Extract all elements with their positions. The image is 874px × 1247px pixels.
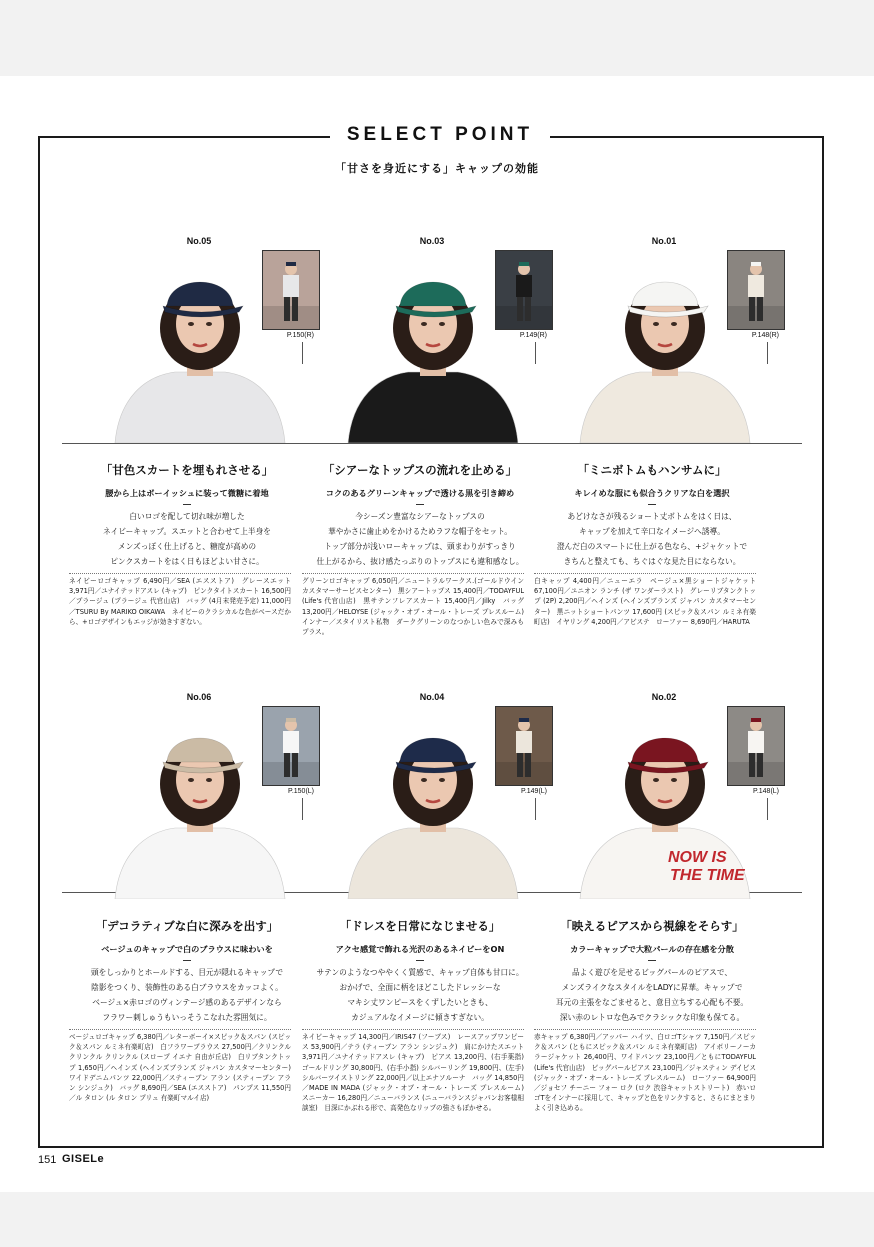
item-body-line: 今シーズン豊富なシアーなトップスの xyxy=(355,512,485,521)
item-body-line: 仕上がるから、抜け感たっぷりのトップスにも違和感なし。 xyxy=(316,557,524,566)
reference-leader-line xyxy=(535,798,536,820)
reference-leader-line xyxy=(767,798,768,820)
item-body-line: きちんと整えても、ちぐはぐな見た目にならない。 xyxy=(563,557,741,566)
page-number: 151 xyxy=(38,1154,57,1166)
item-lead: アクセ感覚で飾れる光沢のあるネイビーをON xyxy=(335,944,505,954)
credit-separator xyxy=(534,1029,756,1030)
item-body xyxy=(300,509,540,569)
item-headline: 「映えるピアスから視線をそらす」 xyxy=(560,919,744,933)
page-reference: P.149(R) xyxy=(519,332,547,339)
page-thumbnail xyxy=(495,706,553,786)
page-reference: P.148(L) xyxy=(753,788,779,795)
item-body-line: 頭をしっかりとホールドする、目元が隠れるキャップで xyxy=(90,968,284,977)
item-body-line: メンズライクなスタイルをLADYに昇華。キャップで xyxy=(561,983,743,992)
item-headline: 「ミニボトムもハンサムに」 xyxy=(577,463,727,477)
reference-leader-line xyxy=(535,342,536,364)
item-body xyxy=(532,509,772,569)
item-body-line: フラワー刺しゅうもいっそうこなれた雰囲気に。 xyxy=(102,1013,272,1022)
frame-top-left-rule xyxy=(38,136,330,138)
item-credit: ネイビーキャップ 14,300円／IRIS47 (フーブス) レースアップワンピース 53,900円／テラ (ティーブン アラン シンジュク) 肩にかけたスエット 3,971円／ユナイテッドアスレ (キャブ) ピアス 13,200円、(右手薬指) ゴールドリング 30,800円、(右手小指) シルバーリング 19,800円、(左手) シルバーツイストリング 22,000円／以上エナソルーナ バッグ 14,850円／MADE IN MADA (ジャック・オブ・オール・トレーズ プレスルーム) スニーカー 16,280円／ニューバランス (ニューバランスジャパンお客様相談室) 目深にかぶれる形で、高発色なリップの強さもぼかせる。 xyxy=(302,1033,531,1113)
item-body-line: ピンクスカートをはく日もほどよい甘さに。 xyxy=(110,557,264,566)
item-lead: キレイめな服にも似合うクリアな白を選択 xyxy=(574,488,730,498)
page-thumbnail xyxy=(727,706,785,786)
page-subtitle: 「甘さを身近にする」キャップの効能 xyxy=(335,162,539,175)
credit-separator xyxy=(302,573,524,574)
item-headline: 「ドレスを日常になじませる」 xyxy=(339,919,501,933)
page-title: SELECT POINT xyxy=(346,124,534,145)
item-credit: グリーンロゴキャップ 6,050円／ニュートラルワークス.(ゴールドウイン カスタマーサービスセンター) 黒シアートップス 15,400円／TODAYFUL (Life's 代官山店) 黒サテンフレアスカート 15,400円／Jilky バッグ 13,200円／HELOYSE (ジャック・オブ・オール・トレーズ プレスルーム) インナー／スタイリスト私物 ダークグリーンのなつかしい色みで深みもプラス。 xyxy=(302,577,531,637)
reference-leader-line xyxy=(302,798,303,820)
page-thumbnail xyxy=(727,250,785,330)
page-reference: P.150(L) xyxy=(288,788,314,795)
item-body-line: 澄んだ白のスマートに仕上がる色なら、+ジャケットで xyxy=(556,542,748,551)
item-body-line: 白いロゴを配して切れ味が増した xyxy=(129,512,245,521)
item-body-line: 深い赤のレトロな色みでクラシックな印象も保てる。 xyxy=(559,1013,745,1022)
item-credit: 赤キャップ 6,380円／アッパー ハイツ、白ロゴTシャツ 7,150円／スピック＆スパン (ともにスピック＆スパン ルミネ有楽町店) アイボリーノーカラージャケット 26,400円、ワイドパンツ 23,100円／ともにTODAYFUL (Life's 代官山店) ビッグパールピアス 23,100円／ジャスティン デイビス (ジャック・オブ・オール・トレーズ プレスルーム) ローファー 64,900円／ジョセフ チーニー フォー ロク (ロク 渋谷キャットストリート) 赤いロゴTをインナーに採用して、キャップと色をリンクすると、さらにまとまりよく引き込める。 xyxy=(534,1033,756,1113)
model-number: No.05 xyxy=(186,236,212,246)
page-reference: P.150(R) xyxy=(286,332,314,339)
lead-dash xyxy=(416,960,424,961)
item-body-line: 耳元の主張をなごませると、意目立ちする心配も不要。 xyxy=(555,998,749,1007)
page-reference: P.149(L) xyxy=(521,788,547,795)
item-body xyxy=(67,509,307,569)
reference-leader-line xyxy=(302,342,303,364)
item-body-line: トップ部分が浅いローキャップは、頭まわりがすっきり xyxy=(324,542,516,551)
magazine-page xyxy=(0,76,874,1192)
item-body-line: カジュアルなイメージに傾きすぎない。 xyxy=(351,1013,489,1022)
lead-dash xyxy=(183,960,191,961)
item-credit: ネイビーロゴキャップ 6,490円／SEA (エスストア) グレースエット 3,971円／ユナイテッドアスレ (キャブ) ピンクタイトスカート 16,500円／プラージュ (プラージュ 代官山店) バッグ (4月末発売予定) 11,000円／TSURU By MARIKO OIKAWA ネイビーのクラシカルな色がベースだから、+ロゴデザインもエッジが効きすぎない。 xyxy=(69,577,291,626)
page-thumbnail xyxy=(495,250,553,330)
item-lead: カラーキャップで大粒パールの存在感を分散 xyxy=(570,944,734,954)
page-thumbnail xyxy=(262,250,320,330)
item-body xyxy=(67,965,307,1025)
item-headline: 「シアーなトップスの流れを止める」 xyxy=(322,463,518,477)
model-number: No.04 xyxy=(419,692,445,702)
item-body-line: ベージュ×赤ロゴのヴィンテージ感のあるデザインなら xyxy=(92,998,282,1007)
item-body-line: マキシ丈ワンピースをくずしたいときも、 xyxy=(347,998,493,1007)
tee-print-text: NOW IS xyxy=(668,849,727,866)
item-body-line: ネイビーキャップ。スエットと合わせて上半身を xyxy=(103,527,271,536)
magazine-logo: GISELe xyxy=(62,1153,105,1165)
reference-leader-line xyxy=(767,342,768,364)
item-body-line: あどけなさが残るショート丈ボトムをはく日は、 xyxy=(567,512,737,521)
item-body-line: メンズっぽく仕上げると、糖度が高めの xyxy=(117,542,257,551)
item-headline: 「甘色スカートを埋もれさせる」 xyxy=(100,463,274,477)
credit-separator xyxy=(69,1029,291,1030)
item-body-line: キャップを加えて辛口なイメージへ誘導。 xyxy=(579,527,725,536)
item-headline: 「デコラティブな白に深みを出す」 xyxy=(95,919,279,933)
item-lead: ベージュのキャップで白のブラウスに味わいを xyxy=(101,944,273,954)
row-1-divider xyxy=(62,443,802,444)
item-lead: 腰から上はボーイッシュに装って微糖に着地 xyxy=(105,488,269,498)
credit-separator xyxy=(302,1029,524,1030)
item-body-line: 華やかさに歯止めをかけるためラフな帽子をセット。 xyxy=(328,527,512,536)
item-body-line: サテンのようなつややくく質感で、キャップ自体も甘口に。 xyxy=(316,968,524,977)
model-number: No.03 xyxy=(419,236,445,246)
item-lead: コクのあるグリーンキャップで透ける黒を引き締め xyxy=(325,488,515,498)
frame-top-right-rule xyxy=(550,136,824,138)
item-body-line: 品よく遊びを足せるビッグパールのピアスで、 xyxy=(571,968,733,977)
item-body-line: おかげで、全面に柄をほどこしたドレッシーな xyxy=(339,983,501,992)
lead-dash xyxy=(183,504,191,505)
item-body-line: 陰影をつくり、装飾性のある白ブラウスをカッコよく。 xyxy=(91,983,283,992)
lead-dash xyxy=(648,960,656,961)
item-body xyxy=(300,965,540,1025)
item-body xyxy=(532,965,772,1025)
model-number: No.06 xyxy=(186,692,212,702)
item-credit: 白キャップ 4,400円／ニューエラ ベージュ×黒ショートジャケット 67,100円／ユニオン ランチ (ザ ワンダーラスト) グレーリブタンクトップ (2P) 2,200円／ヘインズ (ヘインズブランズ ジャパン カスタマーセンター) 黒ニットショートパンツ 17,600円 (スピック＆スパン ルミネ有楽町店) イヤリング 4,200円／アビステ ローファー 8,690円／HARUTA xyxy=(534,577,756,626)
credit-separator xyxy=(69,573,291,574)
lead-dash xyxy=(416,504,424,505)
lead-dash xyxy=(648,504,656,505)
page-reference: P.148(R) xyxy=(751,332,779,339)
svg-text:THE TIME: THE TIME xyxy=(670,867,745,884)
model-number: No.01 xyxy=(651,236,677,246)
model-number: No.02 xyxy=(651,692,677,702)
credit-separator xyxy=(534,573,756,574)
item-credit: ベージュロゴキャップ 6,380円／レターボーイ×スピック＆スパン (スピック＆スパン ルミネ有楽町店) 白フラワーブラウス 27,500円／クリンクル クリンクル クリンクル (スロープ イエナ 自由が丘店) 白リブタンクトップ 1,650円／ヘインズ (ヘインズブランズ ジャパン カスタマーセンター) ワイドデニムパンツ 22,000円／スティーブン アラン (スティーブン アラン シンジュク) バッグ 8,690円／SEA (エスストア) パンプス 11,550円／ル タロン (ル タロン プリュ 有楽町マルイ店) xyxy=(69,1033,298,1103)
page-thumbnail xyxy=(262,706,320,786)
